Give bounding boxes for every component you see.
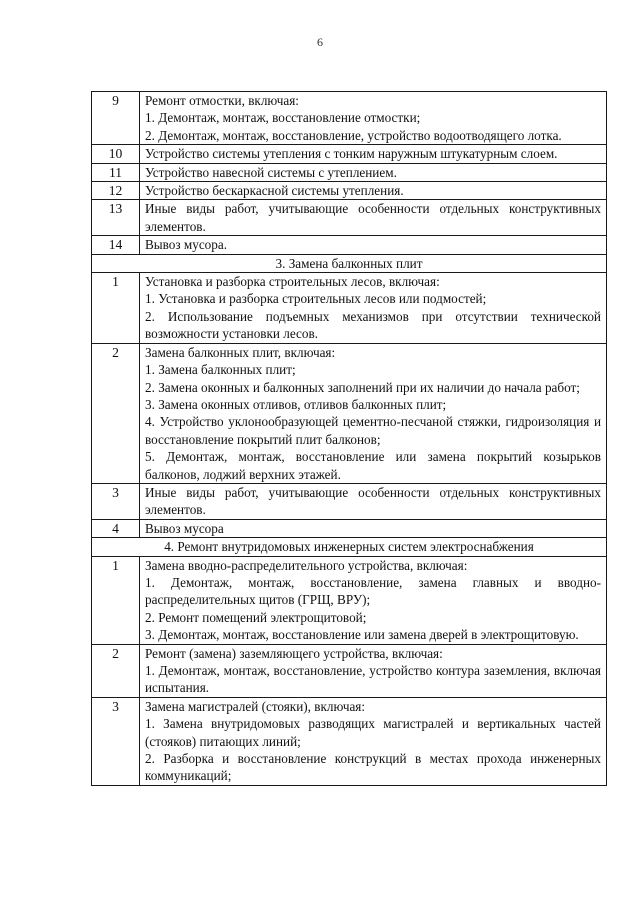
row-content <box>140 273 607 344</box>
section-row <box>92 538 607 556</box>
row-line: 2. Демонтаж, монтаж, восстановление, устройство водоотводящего лотка. <box>145 127 562 143</box>
row-number: 4 <box>92 519 140 537</box>
row-line: 1. Замена внутридомовых разводящих магистралей и вертикальных частей (стояков) питающих линий; <box>145 716 601 749</box>
table-row <box>92 163 607 181</box>
row-number: 10 <box>92 145 140 163</box>
row-number: 3 <box>92 697 140 785</box>
table-row <box>92 92 607 145</box>
row-content <box>140 644 607 697</box>
row-content <box>140 145 607 163</box>
section-row <box>92 254 607 272</box>
page-number: 6 <box>317 35 323 49</box>
table-row <box>92 236 607 254</box>
row-line: 2. Разборка и восстановление конструкций в местах прохода инженерных коммуникаций; <box>145 751 601 784</box>
row-content <box>140 343 607 483</box>
row-number: 9 <box>92 92 140 145</box>
row-line: 3. Демонтаж, монтаж, восстановление или замена дверей в электрощитовую. <box>145 627 579 643</box>
table-row <box>92 644 607 697</box>
row-line: Устройство бескаркасной системы утепления. <box>145 183 404 199</box>
section-title: 3. Замена балконных плит <box>92 254 607 272</box>
row-number: 2 <box>92 644 140 697</box>
row-line: Замена балконных плит, включая: <box>145 344 336 360</box>
row-content <box>140 200 607 236</box>
row-content <box>140 483 607 519</box>
row-line: 4. Устройство уклонообразующей цементно-песчаной стяжки, гидроизоляция и восстановление покрытий плит балконов; <box>145 414 601 447</box>
row-line: Вывоз мусора <box>145 520 224 536</box>
table-row <box>92 273 607 344</box>
row-number: 11 <box>92 163 140 181</box>
section-title: 4. Ремонт внутридомовых инженерных систем электроснабжения <box>92 538 607 556</box>
row-line: Ремонт (замена) заземляющего устройства, включая: <box>145 645 443 661</box>
row-line: 2. Использование подъемных механизмов при отсутствии технической возможности установки лесов. <box>145 308 601 342</box>
row-line: Вывоз мусора. <box>145 237 228 253</box>
table-row <box>92 556 607 644</box>
works-table <box>91 91 607 786</box>
row-line: Иные виды работ, учитывающие особенности отдельных конструктивных элементов. <box>145 201 601 234</box>
table-row <box>92 519 607 537</box>
row-content <box>140 697 607 785</box>
table-row <box>92 200 607 236</box>
row-line: Установка и разборка строительных лесов, включая: <box>145 274 440 290</box>
row-number: 14 <box>92 236 140 254</box>
row-number: 1 <box>92 556 140 644</box>
table-row <box>92 182 607 200</box>
row-line: 5. Демонтаж, монтаж, восстановление или замена покрытий козырьков балконов, лоджий верхних этажей. <box>145 449 601 482</box>
row-line: Ремонт отмостки, включая: <box>145 93 299 108</box>
row-line: Замена магистралей (стояки), включая: <box>145 698 366 714</box>
row-number: 12 <box>92 182 140 200</box>
row-line: 1. Установка и разборка строительных лесов или подмостей; <box>145 291 487 307</box>
table-row <box>92 343 607 483</box>
row-line: Устройство навесной системы с утеплением. <box>145 164 397 180</box>
row-number: 2 <box>92 343 140 483</box>
row-content <box>140 236 607 254</box>
row-line: 2. Замена оконных и балконных заполнений при их наличии до начала работ; <box>145 379 580 395</box>
row-line: 1. Замена балконных плит; <box>145 362 296 378</box>
row-line: 1. Демонтаж, монтаж, восстановление, замена главных и вводно-распределительных щитов (ГРЩ, ВРУ); <box>145 574 601 608</box>
row-content <box>140 182 607 200</box>
row-content <box>140 556 607 644</box>
row-line: 1. Демонтаж, монтаж, восстановление, устройство контура заземления, включая испытания. <box>145 663 601 696</box>
row-line: 1. Демонтаж, монтаж, восстановление отмостки; <box>145 110 421 126</box>
table-row <box>92 483 607 519</box>
row-line: Иные виды работ, учитывающие особенности отдельных конструктивных элементов. <box>145 484 601 518</box>
table-row <box>92 145 607 163</box>
row-number: 1 <box>92 273 140 344</box>
table-row <box>92 697 607 785</box>
row-line: 3. Замена оконных отливов, отливов балконных плит; <box>145 396 447 412</box>
row-line: Устройство системы утепления с тонким наружным штукатурным слоем. <box>145 146 558 162</box>
row-line: Замена вводно-распределительного устройства, включая: <box>145 557 468 573</box>
row-content <box>140 519 607 537</box>
row-content <box>140 163 607 181</box>
row-content <box>140 92 607 145</box>
row-number: 13 <box>92 200 140 236</box>
row-number: 3 <box>92 483 140 519</box>
row-line: 2. Ремонт помещений электрощитовой; <box>145 609 367 625</box>
